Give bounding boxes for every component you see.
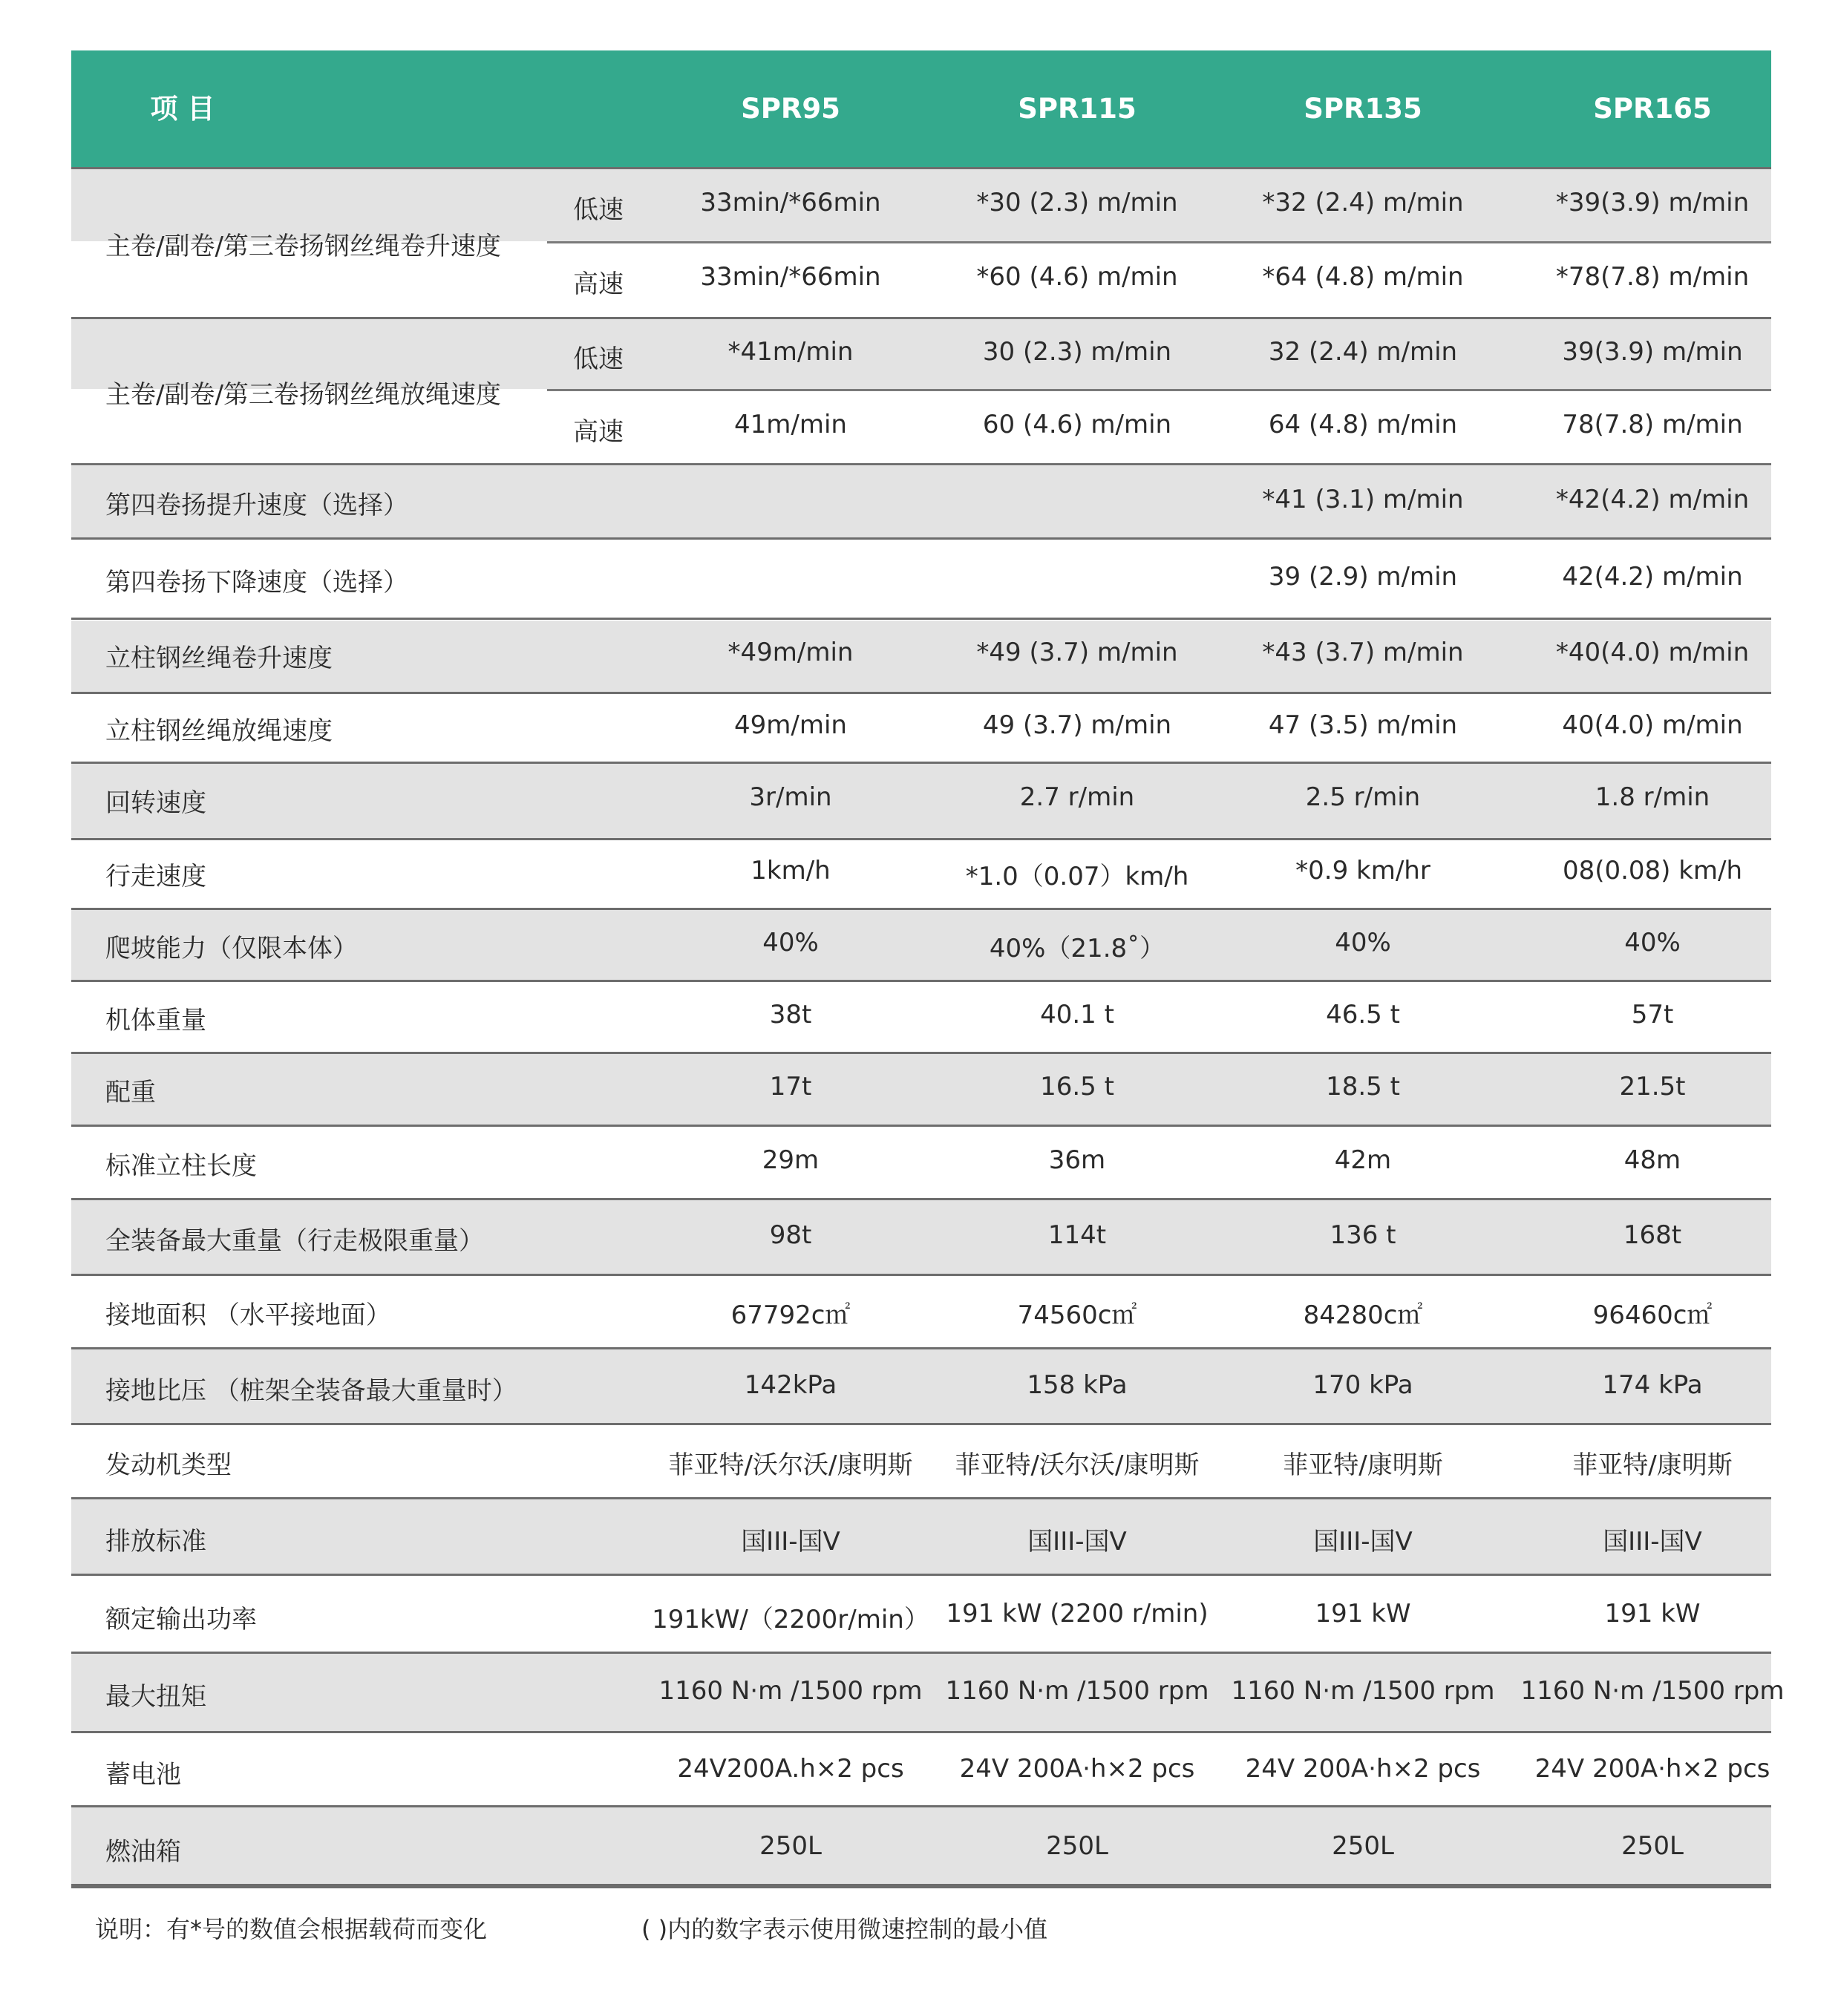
table-cell: 40%: [1335, 928, 1391, 958]
table-cell: 2.5 r/min: [1305, 782, 1421, 812]
table-cell: 菲亚特/康明斯: [1572, 1450, 1733, 1480]
row-divider: [71, 1347, 1771, 1349]
header-model-2: SPR115: [1018, 93, 1137, 125]
row-label: 主卷/副卷/第三卷扬钢丝绳卷升速度: [105, 232, 501, 261]
table-cell: 250L: [1332, 1831, 1394, 1861]
table-cell: 57t: [1631, 1000, 1674, 1030]
table-cell: 1km/h: [751, 856, 831, 886]
table-cell: 国III-国V: [741, 1527, 840, 1557]
table-cell: 33min/*66min: [700, 188, 881, 217]
row-divider: [71, 692, 1771, 694]
row-divider: [71, 317, 1771, 319]
table-cell: 250L: [1046, 1831, 1108, 1861]
table-cell: 40%（21.8˚）: [989, 934, 1165, 963]
table-cell: 191 kW: [1315, 1599, 1411, 1629]
table-cell: 16.5 t: [1040, 1072, 1114, 1102]
table-cell: 191 kW (2200 r/min): [946, 1599, 1209, 1629]
table-cell: 40.1 t: [1040, 1000, 1114, 1030]
table-cell: *42(4.2) m/min: [1555, 485, 1750, 514]
table-cell: *1.0（0.07）km/h: [965, 862, 1189, 891]
header-item: 项 目: [150, 93, 215, 125]
table-cell: 24V 200A·h×2 pcs: [959, 1754, 1195, 1784]
row-divider: [71, 167, 1771, 169]
table-cell: 98t: [769, 1220, 812, 1250]
table-cell: 48m: [1623, 1145, 1681, 1175]
row-label: 排放标准: [105, 1527, 206, 1557]
table-cell: *30 (2.3) m/min: [976, 188, 1178, 217]
table-cell: *78(7.8) m/min: [1555, 262, 1750, 292]
table-cell: 49m/min: [734, 710, 847, 740]
table-cell: 191 kW: [1604, 1599, 1701, 1629]
table-cell: 国III-国V: [1313, 1527, 1413, 1557]
table-cell: 21.5t: [1619, 1072, 1686, 1102]
header-model-1: SPR95: [741, 93, 840, 125]
note-asterisk: 说明：有*号的数值会根据载荷而变化: [95, 1915, 488, 1943]
table-cell: 菲亚特/康明斯: [1283, 1450, 1443, 1480]
row-speed-mode: 低速: [573, 344, 624, 374]
row-label: 第四卷扬下降速度（选择）: [105, 568, 408, 598]
table-cell: 84280c㎡: [1303, 1300, 1423, 1330]
row-divider: [71, 1125, 1771, 1127]
table-cell: 39(3.9) m/min: [1562, 337, 1743, 367]
row-label: 额定输出功率: [105, 1605, 257, 1634]
row-speed-mode: 低速: [573, 195, 624, 225]
table-cell: 42(4.2) m/min: [1562, 562, 1743, 592]
table-cell: 菲亚特/沃尔沃/康明斯: [668, 1450, 913, 1480]
table-cell: 47 (3.5) m/min: [1268, 710, 1458, 740]
table-cell: 24V200A.h×2 pcs: [677, 1754, 904, 1784]
row-label: 全装备最大重量（行走极限重量）: [105, 1226, 484, 1256]
table-cell: 49 (3.7) m/min: [982, 710, 1172, 740]
row-label: 机体重量: [105, 1006, 206, 1035]
table-cell: 142kPa: [744, 1370, 837, 1400]
row-label: 主卷/副卷/第三卷扬钢丝绳放绳速度: [105, 380, 501, 410]
row-label: 行走速度: [105, 862, 206, 891]
table-cell: *43 (3.7) m/min: [1262, 638, 1464, 667]
table-cell: 1160 N·m /1500 rpm: [945, 1676, 1209, 1706]
row-divider: [71, 1886, 1771, 1888]
row-label: 蓄电池: [105, 1760, 181, 1790]
table-cell: 78(7.8) m/min: [1562, 410, 1743, 439]
row-label: 接地面积 （水平接地面）: [105, 1300, 391, 1330]
table-cell: 24V 200A·h×2 pcs: [1534, 1754, 1770, 1784]
row-label: 标准立柱长度: [105, 1151, 257, 1181]
table-cell: 38t: [769, 1000, 812, 1030]
row-label: 配重: [105, 1078, 156, 1107]
row-divider: [71, 1805, 1771, 1807]
table-cell: *49 (3.7) m/min: [976, 638, 1178, 667]
row-divider: [71, 1052, 1771, 1054]
table-cell: 30 (2.3) m/min: [982, 337, 1172, 367]
row-speed-mode: 高速: [573, 269, 624, 299]
row-divider: [71, 537, 1771, 540]
table-cell: *0.9 km/hr: [1295, 856, 1430, 886]
header-model-3: SPR135: [1304, 93, 1422, 125]
table-cell: 国III-国V: [1603, 1527, 1702, 1557]
table-cell: 08(0.08) km/h: [1562, 856, 1743, 886]
table-header: [71, 50, 1771, 168]
table-cell: 国III-国V: [1027, 1527, 1127, 1557]
table-cell: 250L: [1621, 1831, 1684, 1861]
row-divider: [71, 618, 1771, 620]
table-cell: 40(4.0) m/min: [1562, 710, 1743, 740]
table-cell: *40(4.0) m/min: [1555, 638, 1750, 667]
table-cell: 42m: [1334, 1145, 1392, 1175]
table-cell: 1160 N·m /1500 rpm: [658, 1676, 923, 1706]
table-cell: 67792c㎡: [730, 1300, 851, 1330]
table-cell: 191kW/（2200r/min）: [652, 1605, 929, 1634]
header-model-4: SPR165: [1593, 93, 1712, 125]
table-cell: 32 (2.4) m/min: [1268, 337, 1458, 367]
table-cell: 1160 N·m /1500 rpm: [1231, 1676, 1495, 1706]
row-label: 发动机类型: [105, 1450, 232, 1480]
row-divider: [71, 463, 1771, 465]
table-cell: *64 (4.8) m/min: [1262, 262, 1464, 292]
table-cell: 24V 200A·h×2 pcs: [1245, 1754, 1481, 1784]
row-speed-mode: 高速: [573, 417, 624, 447]
table-cell: 1160 N·m /1500 rpm: [1520, 1676, 1785, 1706]
table-cell: *41m/min: [727, 337, 854, 367]
row-divider: [71, 1198, 1771, 1200]
table-cell: 36m: [1048, 1145, 1106, 1175]
table-cell: *60 (4.6) m/min: [976, 262, 1178, 292]
row-divider: [71, 1731, 1771, 1733]
table-cell: 41m/min: [734, 410, 847, 439]
table-cell: 29m: [762, 1145, 820, 1175]
row-label: 爬坡能力（仅限本体）: [105, 934, 358, 963]
row-label: 第四卷扬提升速度（选择）: [105, 491, 408, 520]
table-cell: 64 (4.8) m/min: [1268, 410, 1458, 439]
table-cell: 250L: [759, 1831, 822, 1861]
table-cell: 74560c㎡: [1017, 1300, 1137, 1330]
table-cell: 174 kPa: [1602, 1370, 1703, 1400]
table-cell: 40%: [1624, 928, 1681, 958]
row-label: 燃油箱: [105, 1837, 181, 1867]
subrow-divider: [547, 389, 1771, 391]
row-divider: [71, 980, 1771, 982]
row-divider: [71, 1274, 1771, 1276]
row-divider: [71, 762, 1771, 764]
table-cell: 168t: [1623, 1220, 1682, 1250]
row-label: 最大扭矩: [105, 1682, 206, 1712]
table-cell: 3r/min: [749, 782, 832, 812]
row-divider: [71, 1423, 1771, 1425]
row-divider: [71, 908, 1771, 910]
row-divider: [71, 1574, 1771, 1576]
note-paren: ( )内的数字表示使用微速控制的最小值: [641, 1915, 1048, 1943]
table-cell: 菲亚特/沃尔沃/康明斯: [955, 1450, 1200, 1480]
table-cell: 2.7 r/min: [1019, 782, 1135, 812]
table-cell: *41 (3.1) m/min: [1262, 485, 1464, 514]
table-cell: 96460c㎡: [1592, 1300, 1713, 1330]
row-label: 立柱钢丝绳卷升速度: [105, 644, 333, 673]
table-cell: 40%: [762, 928, 819, 958]
row-divider: [71, 1652, 1771, 1654]
table-cell: 1.8 r/min: [1595, 782, 1710, 812]
subrow-divider: [547, 241, 1771, 243]
table-cell: 17t: [769, 1072, 812, 1102]
table-cell: *32 (2.4) m/min: [1262, 188, 1464, 217]
table-cell: 158 kPa: [1027, 1370, 1128, 1400]
table-cell: 114t: [1047, 1220, 1107, 1250]
row-label: 回转速度: [105, 788, 206, 818]
table-cell: 60 (4.6) m/min: [982, 410, 1172, 439]
table-cell: 18.5 t: [1326, 1072, 1400, 1102]
table-cell: 136 t: [1330, 1220, 1396, 1250]
table-cell: *49m/min: [727, 638, 854, 667]
table-cell: 46.5 t: [1326, 1000, 1400, 1030]
table-cell: *39(3.9) m/min: [1555, 188, 1750, 217]
table-cell: 39 (2.9) m/min: [1268, 562, 1458, 592]
row-label: 立柱钢丝绳放绳速度: [105, 716, 333, 746]
table-cell: 33min/*66min: [700, 262, 881, 292]
row-divider: [71, 838, 1771, 840]
row-divider: [71, 1497, 1771, 1499]
table-cell: 170 kPa: [1312, 1370, 1413, 1400]
row-label: 接地比压 （桩架全装备最大重量时）: [105, 1376, 517, 1406]
